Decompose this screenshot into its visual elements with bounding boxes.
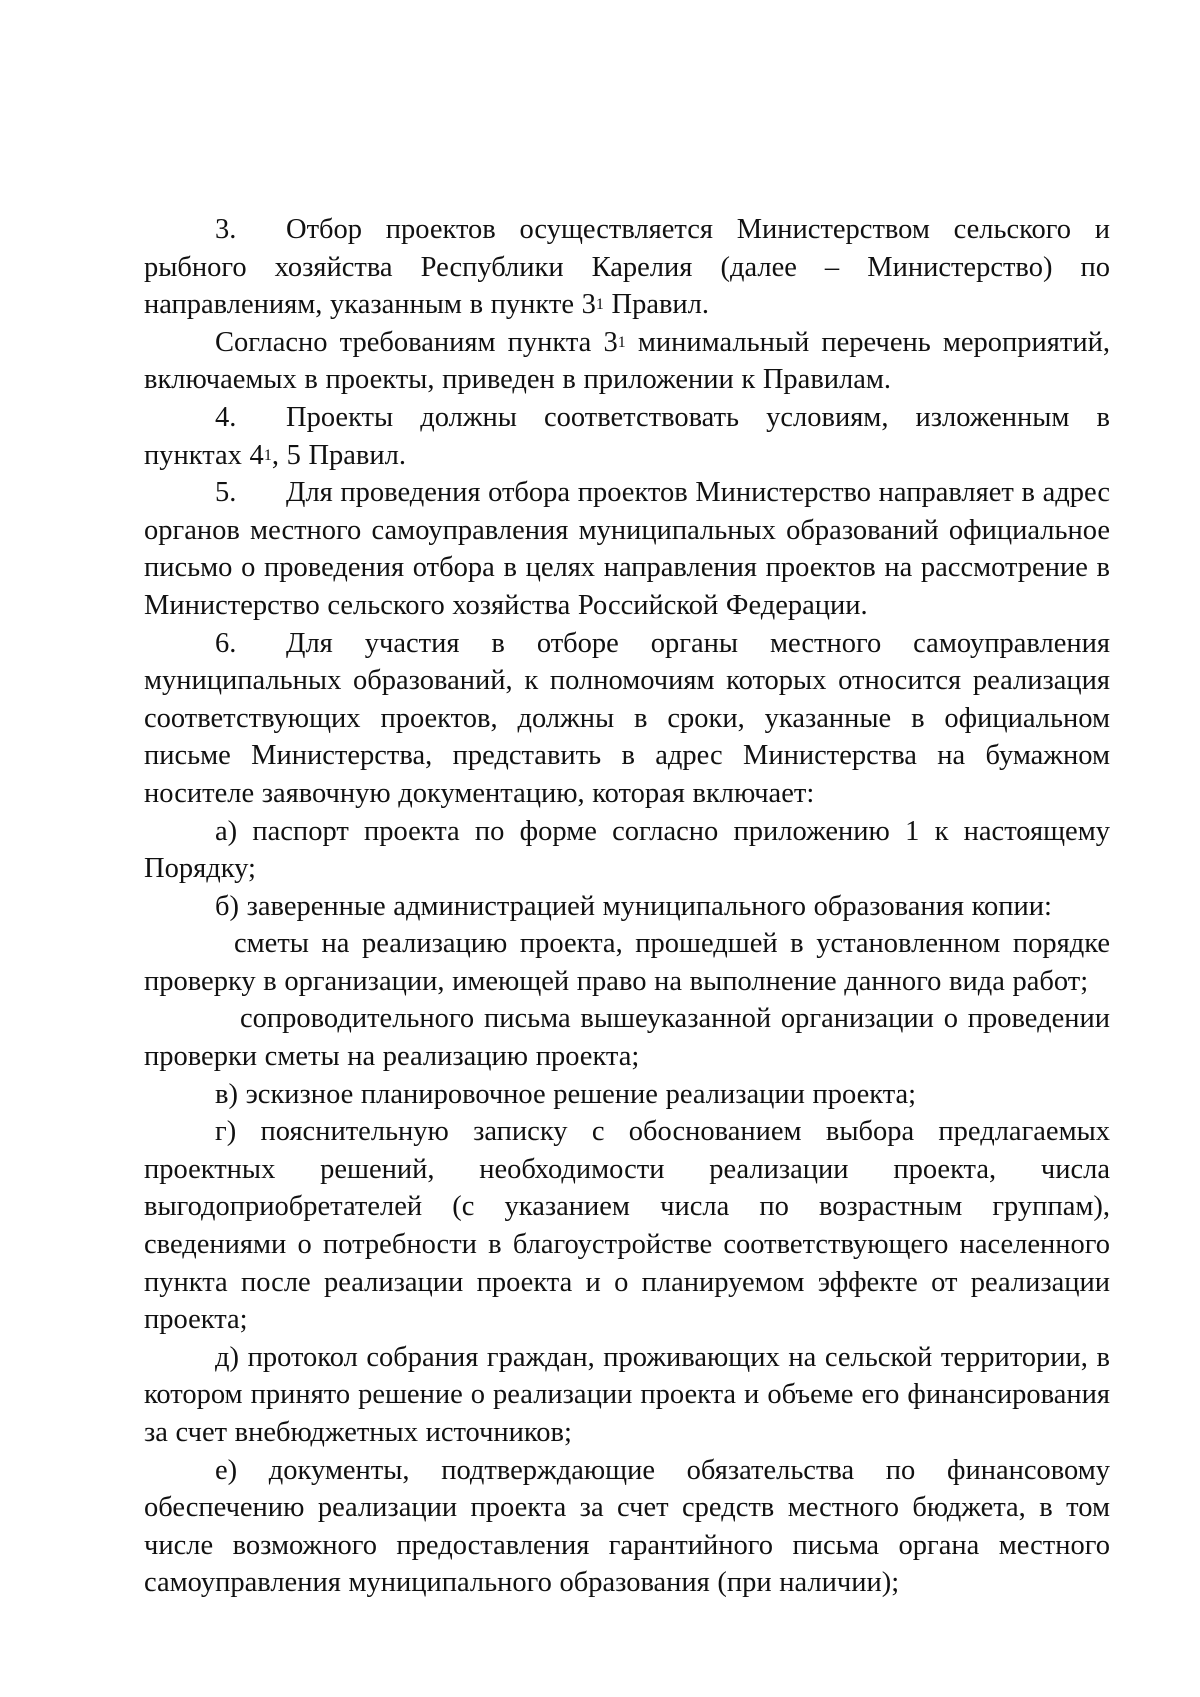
paragraph-number: 6. (215, 627, 237, 659)
paragraph-text: , 5 Правил. (271, 439, 406, 471)
paragraph-6 (144, 625, 1110, 813)
paragraph-3 (144, 211, 1110, 324)
paragraph-text: Проекты должны соответствовать условиям, изложенным в пунктах 4 (144, 401, 1110, 471)
paragraph-text: минимальный перечень мероприятий, включаемых в проекты, приведен в приложении к Правилам. (144, 326, 1110, 396)
paragraph-text: Отбор проектов осуществляется Министерством сельского и рыбного хозяйства Республики Карелия (далее – Министерство) по направлениям, указанным в пункте 3 (144, 214, 1110, 321)
list-item-v: в) эскизное планировочное решение реализации проекта; (215, 1078, 917, 1110)
paragraph-number: 3. (215, 214, 237, 245)
list-item-e: е) документы, подтверждающие обязательства по финансовому обеспечению реализации проекта за счет средств местного бюджета, в том числе возможного предоставления гарантийного письма органа местного самоуправления муниципального образования (при наличии); (144, 1454, 1110, 1599)
paragraph-3-note (144, 324, 1110, 399)
list-item-a: а) паспорт проекта по форме согласно приложению 1 к настоящему Порядку; (144, 815, 1110, 885)
superscript: 1 (595, 296, 604, 314)
list-subitem-b-estimate: сметы на реализацию проекта, прошедшей в установленном порядке проверку в организации, имеющей право на выполнение данного вида работ; (144, 928, 1110, 997)
list-subitem-b-letter: сопроводительного письма вышеуказанной организации о проведении проверки сметы на реализацию проекта; (144, 1003, 1110, 1073)
superscript: 1 (263, 446, 272, 464)
paragraph-5 (144, 474, 1110, 624)
document-body (144, 211, 1110, 1602)
paragraph-text: Для проведения отбора проектов Министерство направляет в адрес органов местного самоуправления муниципальных образований официальное письмо о проведения отбора в целях направления проектов на рассмотрение в Министерство сельского хозяйства Российской Федерации. (144, 477, 1110, 621)
paragraph-text: Согласно требованиям пункта 3 (215, 326, 618, 358)
paragraph-number: 5. (215, 477, 237, 509)
paragraph-text: Для участия в отборе органы местного самоуправления муниципальных образований, к полномочиям которых относится реализация соответствующих проектов, должны в сроки, указанные в официальном письме Министерства, представить в адрес Министерства на бумажном носителе заявочную документацию, которая включает: (144, 627, 1110, 809)
paragraph-4 (144, 399, 1110, 474)
list-item-d: д) протокол собрания граждан, проживающих на сельской территории, в котором принято решение о реализации проекта и объеме его финансирования за счет внебюджетных источников; (144, 1341, 1110, 1448)
list-item-b: б) заверенные администрацией муниципального образования копии: (215, 890, 1052, 922)
list-item-g: г) пояснительную записку с обоснованием выбора предлагаемых проектных решений, необходимости реализации проекта, числа выгодоприобретателей (с указанием числа по возрастным группам), сведениями о потребности в благоустройстве соответствующего населенного пункта после реализации проекта и о планируемом эффекте от реализации проекта; (144, 1116, 1110, 1336)
paragraph-text: Правил. (603, 289, 710, 321)
superscript: 1 (617, 333, 626, 351)
paragraph-number: 4. (215, 401, 237, 433)
